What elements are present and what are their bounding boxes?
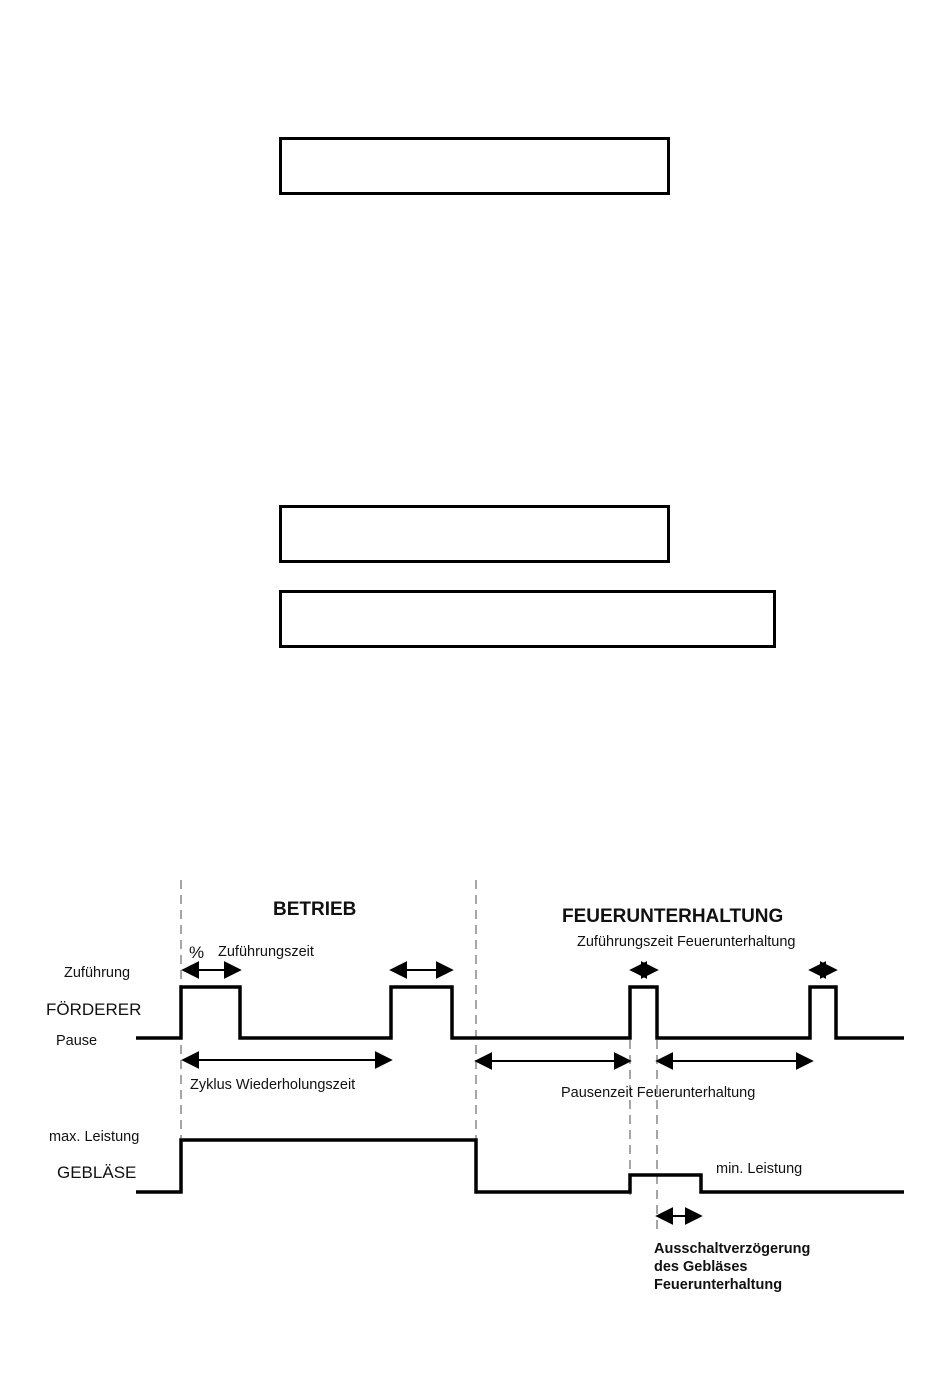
geblaese-label: GEBLÄSE <box>57 1163 137 1182</box>
max-leistung-label: max. Leistung <box>49 1129 140 1145</box>
min-leistung-label: min. Leistung <box>716 1161 803 1177</box>
foerderer-label: FÖRDERER <box>46 1000 142 1019</box>
guide-lines <box>181 880 657 1230</box>
feuerunterhaltung-title: FEUERUNTERHALTUNG <box>562 906 784 927</box>
pausenzeit-label: Pausenzeit Feuerunterhaltung <box>561 1085 756 1101</box>
zufuehrungszeit-feuer-label: Zuführungszeit Feuerunterhaltung <box>577 934 796 950</box>
zufuehrung-label: Zuführung <box>64 965 131 981</box>
betrieb-title: BETRIEB <box>273 899 357 920</box>
zufuehrungszeit-label: Zuführungszeit <box>218 944 314 960</box>
percent-label: % <box>189 943 205 962</box>
foerderer-signal <box>136 987 904 1038</box>
pause-label: Pause <box>56 1033 98 1049</box>
zyklus-label: Zyklus Wiederholungszeit <box>190 1077 356 1093</box>
ausschalt-label-line1: Ausschaltverzögerung <box>654 1241 811 1257</box>
ausschalt-label-line2: des Gebläses <box>654 1259 748 1275</box>
ausschalt-label-line3: Feuerunterhaltung <box>654 1277 783 1293</box>
